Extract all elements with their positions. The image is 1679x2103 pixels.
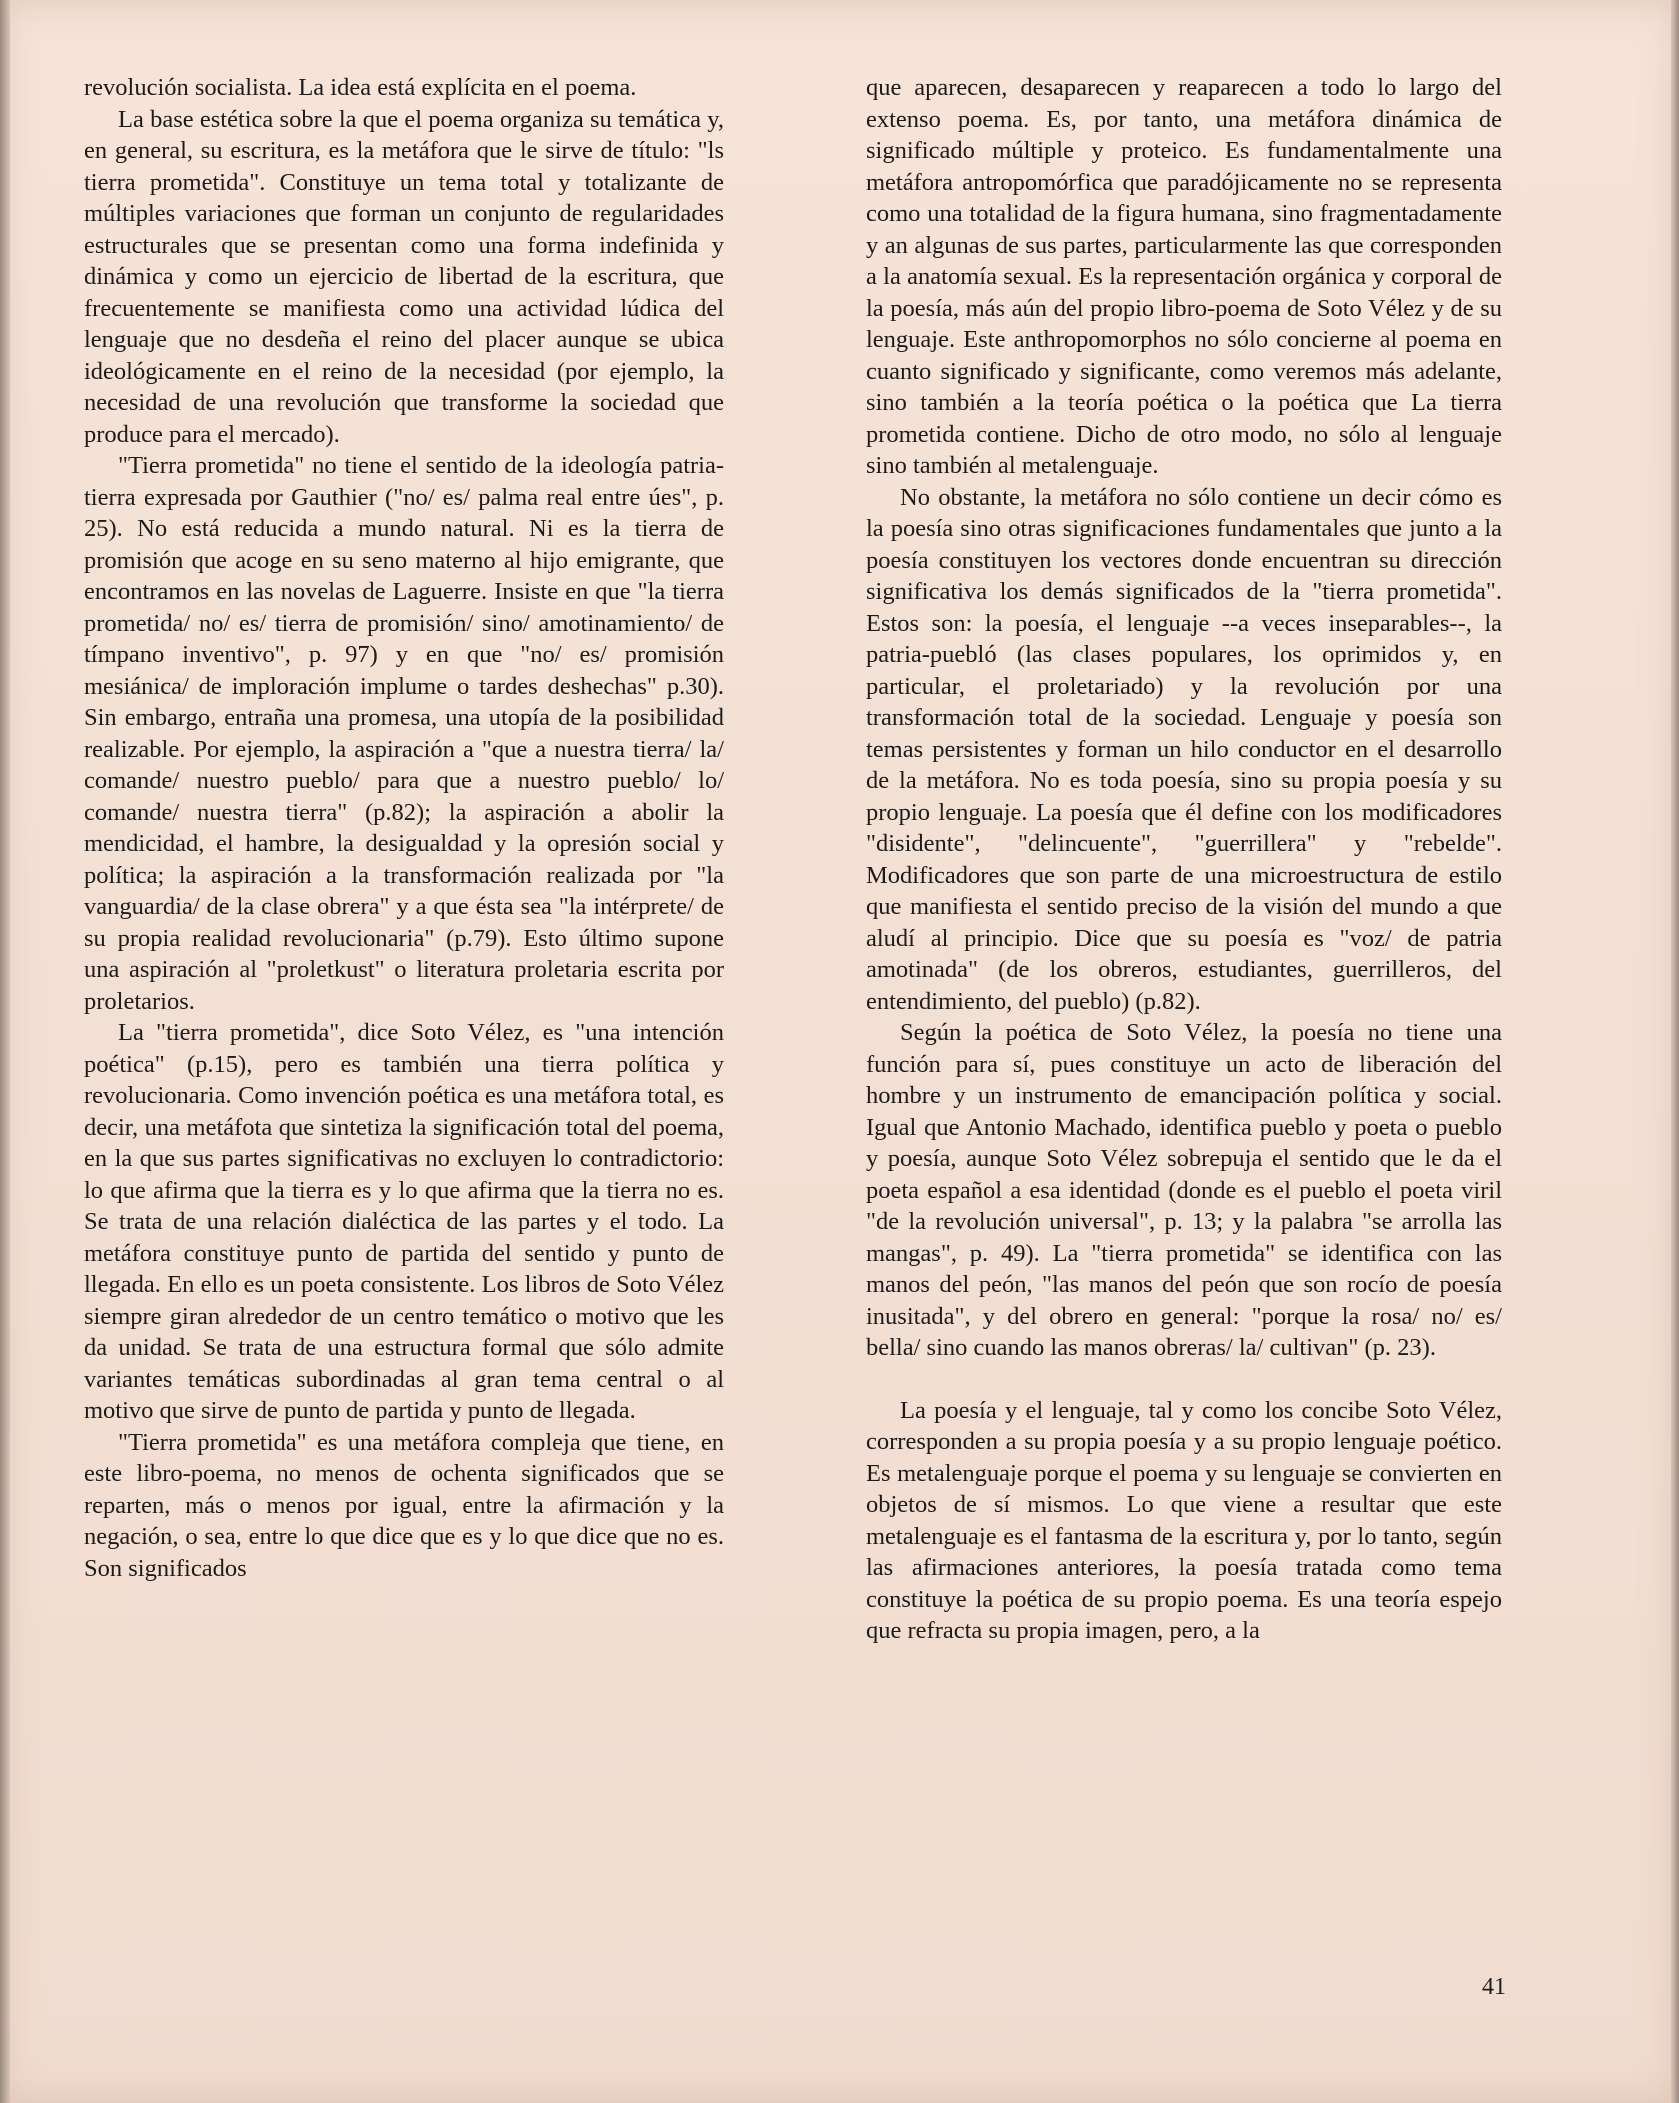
paragraph: Según la poética de Soto Vélez, la poesía no tiene una función para sí, pues constituye un acto de liberación del hombre y un instrumento de emancipación política y social. Igual que Antonio Machado, identifica pueblo y poeta o pueblo y poesía, aunque Soto Vélez sobrepuja el sentido que le da el poeta español a esa identidad (donde es el pueblo el poeta viril "de la revolución universal", p. 13; y la palabra "se arrolla las mangas", p. 49). La "tierra prometida" se identifica con las manos del peón, "las manos del peón que son rocío de poesía inusitada", y del obrero en general: "porque la rosa/ no/ es/ bella/ sino cuando las manos obreras/ la/ cultivan" (p. 23).: [866, 1019, 1502, 1361]
paragraph: que aparecen, desaparecen y reaparecen a todo lo largo del extenso poema. Es, por tanto, una metáfora dinámica de significado múltiple y proteico. Es fundamentalmente una metáfora antropomórfica que paradójicamente no se representa como una totalidad de la figura humana, sino fragmentadamente y an algunas de sus partes, particularmente las que corresponden a la anatomía sexual. Es la representación orgánica y corporal de la poesía, más aún del propio libro-poema de Soto Vélez y de su lenguaje. Este anthropomorphos no sólo concierne al poema en cuanto significado y significante, como veremos más adelante, sino también a la teoría poética o la poética que La tierra prometida contiene. Dicho de otro modo, no sólo al lenguaje sino también al metalenguaje.: [866, 74, 1502, 479]
paragraph: "Tierra prometida" no tiene el sentido de la ideología patria-tierra expresada por Gauthier ("no/ es/ palma real entre úes", p. 25). No está reducida a mundo natural. Ni es la tierra de promisión que acoge en su seno materno al hijo emigrante, que encontramos en las novelas de Laguerre. Insiste en que "la tierra prometida/ no/ es/ tierra de promisión/ sino/ amotinamiento/ de tímpano inventivo", p. 97) y en que "no/ es/ promisión mesiánica/ de imploración implume o tardes deshechas" p.30). Sin embargo, entraña una promesa, una utopía de la posibilidad realizable. Por ejemplo, la aspiración a "que a nuestra tierra/ la/ comande/ nuestro pueblo/ para que a nuestro pueblo/ lo/ comande/ nuestra tierra" (p.82); la aspiración a abolir la mendicidad, el hambre, la desigualdad y la opresión social y política; la aspiración a la transformación realizada por "la vanguardia/ de la clase obrera" y a que ésta sea "la intérprete/ de su propia realidad revolucionaria" (p.79). Esto último supone una aspiración al "proletkust" o literatura proletaria escrita por proletarios.: [84, 452, 724, 1015]
page-left-edge: [0, 0, 10, 2103]
left-text-column: [84, 72, 724, 1584]
paragraph: La poesía y el lenguaje, tal y como los concibe Soto Vélez, corresponden a su propia poesía y a su propio lenguaje poético. Es metalenguaje porque el poema y su lenguaje se convierten en objetos de sí mismos. Lo que viene a resultar que este metalenguaje es el fantasma de la escritura y, por lo tanto, según las afirmaciones anteriores, la poesía tratada como tema constituye la poética de su propio poema. Es una teoría espejo que refracta su propia imagen, pero, a la: [866, 1396, 1502, 1644]
paragraph: revolución socialista. La idea está explícita en el poema.: [84, 74, 637, 101]
paragraph: La base estética sobre la que el poema organiza su temática y, en general, su escritura, es la metáfora que le sirve de título: "ls tierra prometida". Constituye un tema total y totalizante de múltiples variaciones que forman un conjunto de regularidades estructurales que se presentan como una forma indefinida y dinámica y como un ejercicio de libertad de la escritura, que frecuentemente se manifiesta como una actividad lúdica del lenguaje que no desdeña el reino del placer aunque se ubica ideológicamente en el reino de la necesidad (por ejemplo, la necesidad de una revolución que transforme la sociedad que produce para el mercado).: [84, 105, 724, 448]
paragraph: La "tierra prometida", dice Soto Vélez, es "una intención poética" (p.15), pero es también una tierra política y revolucionaria. Como invención poética es una metáfora total, es decir, una metáfota que sintetiza la significación total del poema, en la que sus partes significativas no excluyen lo contradictorio: lo que afirma que la tierra es y lo que afirma que la tierra no es. Se trata de una relación dialéctica de las partes y el todo. La metáfora constituye punto de partida del sentido y punto de llegada. En ello es un poeta consistente. Los libros de Soto Vélez siempre giran alrededor de un centro temático o motivo que les da unidad. Se trata de una estructura formal que sólo admite variantes temáticas subordinadas al gran tema central o al motivo que sirve de punto de partida y punto de llegada.: [84, 1019, 724, 1424]
paragraph: "Tierra prometida" es una metáfora compleja que tiene, en este libro-poema, no menos de ochenta significados que se reparten, más o menos por igual, entre la afirmación y la negación, o sea, entre lo que dice que es y lo que dice que no es. Son significados: [84, 1428, 724, 1582]
page-number: 41: [1482, 1974, 1506, 2000]
right-text-column: [866, 72, 1502, 1647]
page-right-edge: [1671, 0, 1679, 2103]
paragraph: No obstante, la metáfora no sólo contiene un decir cómo es la poesía sino otras significaciones fundamentales que junto a la poesía constituyen los vectores donde encuentran su dirección significativa los demás significados de la "tierra prometida". Estos son: la poesía, el lenguaje --a veces inseparables--, la patria-puebló (las clases populares, los oprimidos y, en particular, el proletariado) y la revolución por una transformación total de la sociedad. Lenguaje y poesía son temas persistentes y forman un hilo conductor en el desarrollo de la metáfora. No es toda poesía, sino su propia poesía y su propio lenguaje. La poesía que él define con los modificadores "disidente", "delincuente", "guerrillera" y "rebelde". Modificadores que son parte de una microestructura de estilo que manifiesta el sentido preciso de la visión del mundo a que aludí al principio. Dice que su poesía es "voz/ de patria amotinada" (de los obreros, estudiantes, guerrilleros, del entendimiento, del pueblo) (p.82).: [866, 483, 1502, 1015]
